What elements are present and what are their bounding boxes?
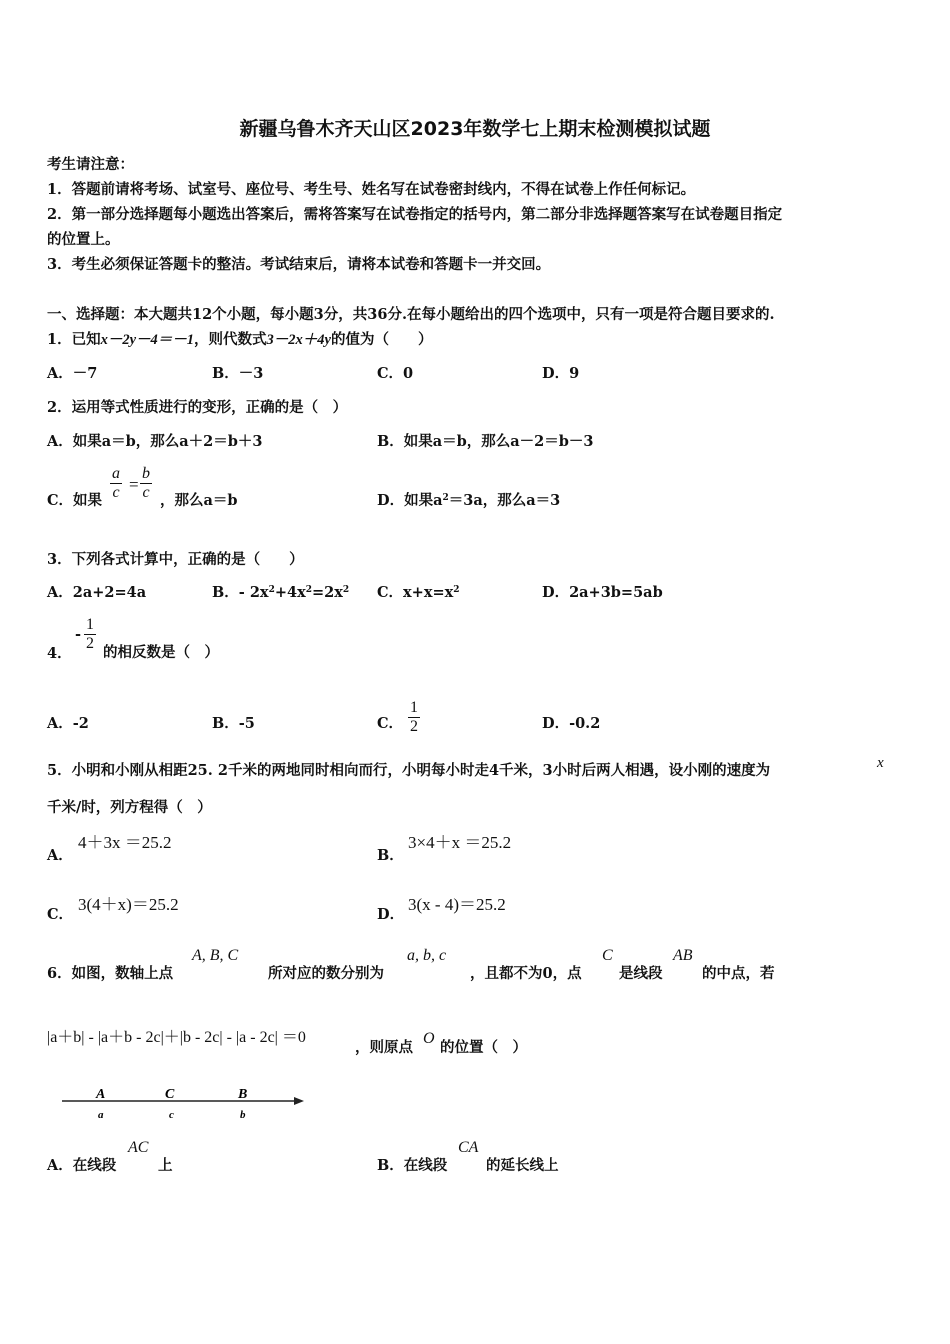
q6-equation: |a＋b| - |a＋b - 2c|＋|b - 2c| - |a - 2c| ＝0 — [47, 1029, 306, 1046]
question-5-stem: 5．小明和小刚从相距25. 2千米的两地同时相向而行，小明每小时走4千米，3小时后两人相遇，设小刚的速度为 — [47, 762, 771, 779]
q1-post: 的值为（ ） — [330, 331, 433, 348]
notice-item-1: 1．答题前请将考场、试室号、座位号、考生号、姓名写在试卷密封线内，不得在试卷上作任何标记。 — [47, 181, 696, 198]
q5-option-a-label[interactable]: A． — [47, 847, 73, 864]
q3-option-c[interactable] — [377, 581, 460, 602]
q4-option-d[interactable]: D．-0.2 — [542, 715, 601, 732]
q2-option-c-post: ，那么a＝b — [160, 492, 238, 509]
question-2-stem: 2．运用等式性质进行的变形，正确的是（ ） — [47, 399, 348, 416]
q6-option-a-pre[interactable]: A．在线段 — [47, 1157, 117, 1174]
q3-b-sup2: 2 — [305, 585, 312, 595]
q3-c-sup: 2 — [453, 585, 460, 595]
q5-var: x — [877, 755, 884, 771]
q4-fraction — [84, 616, 96, 653]
q6-eq-post: ，则原点 — [355, 1039, 413, 1056]
fig-value-a: a — [98, 1109, 104, 1121]
fig-label-A: A — [96, 1087, 106, 1102]
q6-eq-post2: 的位置（ ） — [440, 1039, 527, 1056]
q1-expr2: 3－2x＋4y — [266, 332, 331, 348]
q3-b-pre: B．- 2x — [212, 584, 269, 601]
question-1-stem — [47, 328, 432, 349]
q6-values: a, b, c — [407, 947, 447, 964]
q4-option-b[interactable]: B．-5 — [212, 715, 255, 732]
q1-option-b[interactable]: B．－3 — [212, 365, 264, 382]
q6-segment-ab: AB — [673, 947, 693, 964]
q3-b-sup1: 2 — [268, 585, 275, 595]
notice-item-2: 2．第一部分选择题每小题选出答案后，需将答案写在试卷指定的括号内，第二部分非选择题答案写在试卷题目指定 — [47, 206, 783, 223]
q3-option-b[interactable] — [212, 581, 349, 602]
q2-option-b[interactable]: B．如果a＝b，那么a－2＝b－3 — [377, 433, 594, 450]
q4-option-c[interactable]: C． — [377, 715, 404, 732]
q3-option-a[interactable]: A．2a+2=4a — [47, 584, 147, 601]
q6-mid2: ，且都不为0，点 — [470, 965, 582, 982]
q4-frac-num: 1 — [86, 616, 94, 633]
q6-mid: 所对应的数分别为 — [268, 965, 384, 982]
fig-value-c: c — [169, 1109, 174, 1121]
q3-b-sup3: 2 — [342, 585, 350, 595]
notice-item-2-cont: 的位置上。 — [47, 231, 120, 248]
fig-label-C: C — [165, 1087, 175, 1102]
q4-c-frac-num: 1 — [410, 699, 418, 716]
q6-mid3: 是线段 — [619, 965, 663, 982]
section-heading: 一、选择题：本大题共12个小题，每小题3分，共36分.在每小题给出的四个选项中，只有一项是符合题目要求的. — [47, 306, 775, 323]
question-4-stem: 的相反数是（ ） — [103, 644, 219, 661]
q4-minus: - — [75, 626, 82, 643]
q2-equals: = — [129, 475, 139, 494]
q3-c-pre: C．x+x=x — [377, 584, 454, 601]
q6-option-b-pre[interactable]: B．在线段 — [377, 1157, 448, 1174]
q4-option-c-fraction — [408, 699, 420, 736]
q5-option-b[interactable]: 3×4＋x ＝25.2 — [408, 833, 512, 852]
q5-option-d[interactable]: 3(x - 4)＝25.2 — [408, 895, 506, 914]
q4-frac-den: 2 — [86, 635, 94, 652]
fig-label-B: B — [238, 1087, 248, 1102]
q3-b-mid: +4x — [274, 584, 306, 601]
q5-option-d-label[interactable]: D． — [377, 906, 405, 923]
fig-value-b: b — [240, 1109, 246, 1121]
q3-option-d[interactable]: D．2a+3b=5ab — [542, 584, 663, 601]
q1-option-d[interactable]: D．9 — [542, 365, 580, 382]
q6-post: 的中点，若 — [702, 965, 775, 982]
q1-option-c[interactable]: C．0 — [377, 365, 414, 382]
q6-origin-o: O — [423, 1030, 435, 1047]
q6-option-a-seg[interactable]: AC — [128, 1139, 149, 1156]
question-4-number: 4． — [47, 645, 72, 662]
q2-d-post: ＝3a，那么a＝3 — [448, 492, 561, 509]
q6-point-c: C — [602, 947, 613, 964]
q2-d-pre: D．如果a — [377, 492, 443, 509]
q5-option-c-label[interactable]: C． — [47, 906, 74, 923]
q1-pre: 1．已知 — [47, 331, 101, 348]
q4-c-frac-den: 2 — [410, 718, 418, 735]
q1-mid: ，则代数式 — [194, 331, 267, 348]
q1-expr: x－2y－4＝－1 — [100, 332, 195, 348]
q5-option-c[interactable]: 3(4＋x)＝25.2 — [78, 895, 179, 914]
notice-item-3: 3．考生必须保证答题卡的整洁。考试结束后，请将本试卷和答题卡一并交回。 — [47, 256, 551, 273]
question-5-stem-cont: 千米/时，列方程得（ ） — [47, 799, 212, 816]
q2-frac-a-c: $\frac{a}{c}$ — [112, 465, 120, 501]
q5-option-b-label[interactable]: B． — [377, 847, 404, 864]
notice-heading: 考生请注意： — [47, 156, 134, 173]
q4-option-a[interactable]: A．-2 — [47, 715, 89, 732]
question-6-pre: 6．如图，数轴上点 — [47, 965, 174, 982]
q6-option-a-post[interactable]: 上 — [158, 1157, 173, 1174]
q5-option-a[interactable]: 4＋3x ＝25.2 — [78, 833, 172, 852]
q2-option-a[interactable]: A．如果a＝b，那么a＋2＝b＋3 — [47, 433, 263, 450]
number-line-figure — [60, 1082, 310, 1126]
q1-option-a[interactable]: A．－7 — [47, 365, 98, 382]
q6-option-b-post[interactable]: 的延长线上 — [486, 1157, 559, 1174]
q2-frac-b-c: $\frac{b}{c}$ — [142, 465, 150, 501]
q2-option-c-pre[interactable]: C．如果 — [47, 492, 103, 509]
q3-b-post: =2x — [311, 584, 343, 601]
q6-option-b-seg[interactable]: CA — [458, 1139, 479, 1156]
q6-points: A, B, C — [192, 947, 239, 964]
number-line-arrow — [294, 1097, 304, 1105]
q2-option-d[interactable] — [377, 489, 560, 510]
q2-d-sup: 2 — [442, 493, 449, 503]
page-title: 新疆乌鲁木齐天山区2023年数学七上期末检测模拟试题 — [239, 118, 711, 140]
question-3-stem: 3．下列各式计算中，正确的是（ ） — [47, 551, 304, 568]
